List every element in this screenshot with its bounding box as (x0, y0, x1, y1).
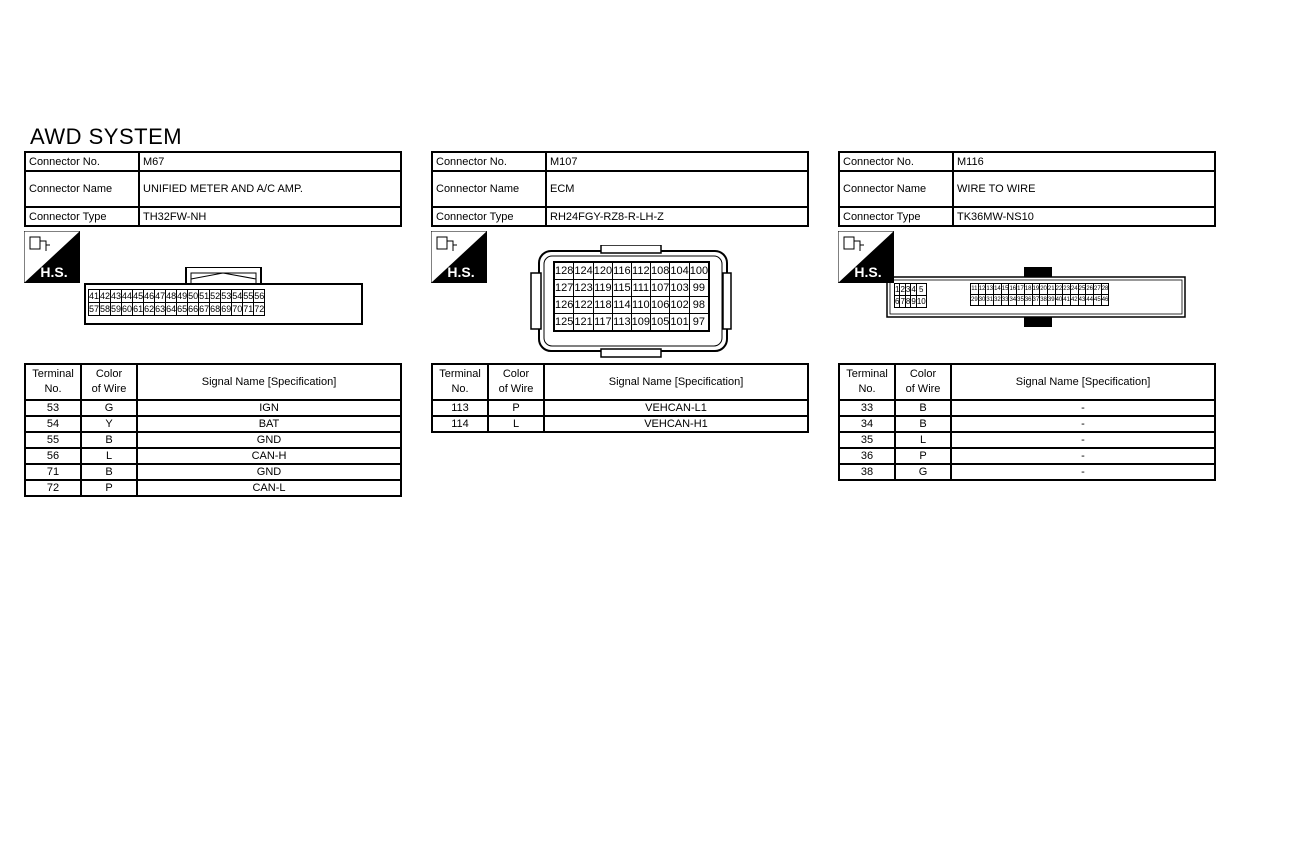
pin-cell: 28 (1101, 284, 1109, 295)
terminal-cell: 55 (25, 432, 81, 448)
hs-label: H.S. (854, 264, 882, 280)
pin-cell: 42 (1070, 295, 1078, 306)
color-cell: B (81, 464, 137, 480)
harness-side-icon (431, 231, 487, 283)
pin-cell: 27 (1094, 284, 1102, 295)
pin-cell: 109 (631, 314, 650, 332)
signal-header: Signal Name [Specification] (951, 364, 1215, 400)
terminal-cell: 54 (25, 416, 81, 432)
connector-no-label: Connector No. (25, 152, 139, 171)
pin-cell: 34 (1009, 295, 1017, 306)
table-row (839, 432, 1215, 448)
pin-cell: 44 (122, 291, 133, 301)
terminal-cell: 33 (839, 400, 895, 416)
pin-cell: 119 (593, 280, 612, 297)
pin-cell: 116 (613, 262, 632, 280)
pin-cell: 35 (1017, 295, 1025, 306)
hs-label: H.S. (40, 264, 68, 280)
connector-block-m67 (24, 151, 402, 494)
pin-cell: 21 (1047, 284, 1055, 295)
pin-grid (553, 261, 710, 332)
pin-cell: 29 (971, 295, 979, 306)
pin-cell: 49 (177, 291, 188, 301)
pin-cell: 97 (689, 314, 709, 332)
signal-table (838, 363, 1216, 481)
pin-cell: 30 (978, 295, 986, 306)
signal-cell: - (951, 400, 1215, 416)
pin-cell: 58 (100, 304, 111, 314)
pin-cell: 33 (1001, 295, 1009, 306)
pin-cell: 4 (911, 285, 916, 294)
pin-cell: 66 (188, 304, 199, 314)
pin-cell: 23 (1063, 284, 1071, 295)
pin-cell: 41 (89, 291, 100, 301)
signal-table (24, 363, 402, 497)
table-row (25, 400, 401, 416)
pin-cell: 2 (900, 285, 905, 294)
color-cell: P (81, 480, 137, 496)
pin-cell: 61 (133, 304, 144, 314)
color-cell: B (895, 416, 951, 432)
pin-cell: 45 (133, 291, 144, 301)
pin-cell: 127 (554, 280, 574, 297)
connector-block-m116 (838, 151, 1216, 478)
pin-cell: 114 (613, 297, 632, 314)
color-cell: B (895, 400, 951, 416)
terminal-header: Terminal No. (432, 364, 488, 400)
color-cell: G (895, 464, 951, 480)
pin-cell: 113 (613, 314, 632, 332)
connector-no-label: Connector No. (432, 152, 546, 171)
pin-cell: 43 (111, 291, 122, 301)
pin-cell: 36 (1024, 295, 1032, 306)
pin-cell: 10 (916, 297, 926, 306)
pin-cell: 104 (670, 262, 689, 280)
pin-cell: 56 (254, 291, 265, 301)
terminal-cell: 38 (839, 464, 895, 480)
pin-cell: 98 (689, 297, 709, 314)
pin-cell: 123 (574, 280, 593, 297)
pin-cell: 51 (199, 291, 210, 301)
pin-cell: 22 (1055, 284, 1063, 295)
table-row (432, 400, 808, 416)
table-row (25, 432, 401, 448)
pin-cell: 55 (243, 291, 254, 301)
pin-cell: 110 (631, 297, 650, 314)
pin-cell: 63 (155, 304, 166, 314)
pin-cell: 105 (650, 314, 669, 332)
connector-name-value: WIRE TO WIRE (953, 171, 1215, 207)
pin-cell: 120 (593, 262, 612, 280)
pin-cell: 128 (554, 262, 574, 280)
signal-header: Signal Name [Specification] (544, 364, 808, 400)
signal-cell: GND (137, 432, 401, 448)
pin-cell: 124 (574, 262, 593, 280)
table-row (25, 464, 401, 480)
color-header: Color of Wire (895, 364, 951, 400)
terminal-cell: 34 (839, 416, 895, 432)
connector-type-value: TK36MW-NS10 (953, 207, 1215, 226)
pin-cell: 14 (994, 284, 1002, 295)
terminal-cell: 56 (25, 448, 81, 464)
signal-cell: IGN (137, 400, 401, 416)
signal-table (431, 363, 809, 433)
pin-cell: 62 (144, 304, 155, 314)
pin-cell: 12 (978, 284, 986, 295)
pin-cell: 107 (650, 280, 669, 297)
connector-info-table (838, 151, 1216, 227)
signal-cell: - (951, 464, 1215, 480)
table-row (25, 416, 401, 432)
terminal-header: Terminal No. (839, 364, 895, 400)
terminal-header: Terminal No. (25, 364, 81, 400)
signal-cell: GND (137, 464, 401, 480)
signal-cell: CAN-L (137, 480, 401, 496)
table-row (25, 480, 401, 496)
pin-cell: 41 (1063, 295, 1071, 306)
signal-cell: CAN-H (137, 448, 401, 464)
connector-type-value: TH32FW-NH (139, 207, 401, 226)
color-cell: L (81, 448, 137, 464)
terminal-cell: 113 (432, 400, 488, 416)
pin-cell: 17 (1017, 284, 1025, 295)
connector-type-value: RH24FGY-RZ8-R-LH-Z (546, 207, 808, 226)
terminal-cell: 72 (25, 480, 81, 496)
pin-cell: 3 (905, 285, 911, 294)
signal-cell: VEHCAN-L1 (544, 400, 808, 416)
signal-cell: - (951, 416, 1215, 432)
color-cell: Y (81, 416, 137, 432)
connector-no-value: M116 (953, 152, 1215, 171)
pin-cell: 100 (689, 262, 709, 280)
connector-type-label: Connector Type (839, 207, 953, 226)
connector-type-label: Connector Type (432, 207, 546, 226)
pin-cell: 121 (574, 314, 593, 332)
pin-cell: 40 (1055, 295, 1063, 306)
color-cell: G (81, 400, 137, 416)
pin-cell: 48 (166, 291, 177, 301)
pin-cell: 25 (1078, 284, 1086, 295)
pin-cell: 44 (1086, 295, 1094, 306)
pin-cell: 72 (254, 304, 265, 314)
connector-info-table (24, 151, 402, 227)
pin-cell: 20 (1040, 284, 1048, 295)
pin-cell: 19 (1032, 284, 1040, 295)
pin-cell: 45 (1094, 295, 1102, 306)
pin-cell: 42 (100, 291, 111, 301)
pin-cell: 18 (1024, 284, 1032, 295)
table-row (839, 400, 1215, 416)
table-row (839, 448, 1215, 464)
color-header: Color of Wire (81, 364, 137, 400)
pin-cell: 53 (221, 291, 232, 301)
connector-no-value: M67 (139, 152, 401, 171)
pin-cell: 122 (574, 297, 593, 314)
connector-name-value: ECM (546, 171, 808, 207)
harness-side-icon (24, 231, 80, 283)
connector-name-label: Connector Name (25, 171, 139, 207)
signal-cell: - (951, 432, 1215, 448)
pin-cell: 64 (166, 304, 177, 314)
pin-cell: 103 (670, 280, 689, 297)
table-row (839, 416, 1215, 432)
hs-label: H.S. (447, 264, 475, 280)
pin-cell: 11 (971, 284, 979, 295)
pin-cell: 108 (650, 262, 669, 280)
pin-cell: 9 (911, 297, 916, 306)
pin-cell: 15 (1001, 284, 1009, 295)
pin-cell: 65 (177, 304, 188, 314)
pin-cell: 70 (232, 304, 243, 314)
color-header: Color of Wire (488, 364, 544, 400)
pin-cell: 52 (210, 291, 221, 301)
table-row (839, 464, 1215, 480)
terminal-cell: 53 (25, 400, 81, 416)
signal-cell: VEHCAN-H1 (544, 416, 808, 432)
connector-no-label: Connector No. (839, 152, 953, 171)
connector-block-m107 (431, 151, 809, 430)
terminal-cell: 71 (25, 464, 81, 480)
connector-name-label: Connector Name (432, 171, 546, 207)
pin-cell: 32 (994, 295, 1002, 306)
pin-cell: 31 (986, 295, 994, 306)
connector-info-table (431, 151, 809, 227)
pin-cell: 1 (895, 285, 900, 294)
pin-grid-left (894, 283, 927, 308)
pin-cell: 16 (1009, 284, 1017, 295)
pin-cell: 102 (670, 297, 689, 314)
pin-cell: 117 (593, 314, 612, 332)
pin-cell: 59 (111, 304, 122, 314)
page-title: AWD SYSTEM (30, 124, 183, 149)
pin-cell: 71 (243, 304, 254, 314)
pin-cell: 6 (895, 297, 900, 306)
pin-cell: 50 (188, 291, 199, 301)
pin-grid-right (970, 283, 1109, 306)
pin-cell: 54 (232, 291, 243, 301)
color-cell: L (488, 416, 544, 432)
pin-cell: 99 (689, 280, 709, 297)
connector-no-value: M107 (546, 152, 808, 171)
terminal-cell: 114 (432, 416, 488, 432)
pin-cell: 126 (554, 297, 574, 314)
signal-cell: - (951, 448, 1215, 464)
color-cell: P (488, 400, 544, 416)
pin-cell: 8 (905, 297, 911, 306)
table-row (25, 448, 401, 464)
pin-cell: 47 (155, 291, 166, 301)
pin-cell: 118 (593, 297, 612, 314)
connector-name-label: Connector Name (839, 171, 953, 207)
pin-cell: 115 (613, 280, 632, 297)
connector-name-value: UNIFIED METER AND A/C AMP. (139, 171, 401, 207)
pin-cell: 38 (1040, 295, 1048, 306)
pin-cell: 7 (900, 297, 905, 306)
pin-cell: 125 (554, 314, 574, 332)
signal-cell: BAT (137, 416, 401, 432)
pin-cell: 67 (199, 304, 210, 314)
pin-cell: 37 (1032, 295, 1040, 306)
color-cell: L (895, 432, 951, 448)
pin-cell: 13 (986, 284, 994, 295)
pin-cell: 24 (1070, 284, 1078, 295)
pin-cell: 101 (670, 314, 689, 332)
pin-cell: 111 (631, 280, 650, 297)
pin-cell: 46 (144, 291, 155, 301)
pin-cell: 39 (1047, 295, 1055, 306)
pin-cell: 106 (650, 297, 669, 314)
signal-header: Signal Name [Specification] (137, 364, 401, 400)
pin-cell: 46 (1101, 295, 1109, 306)
pin-grid (88, 289, 265, 316)
terminal-cell: 35 (839, 432, 895, 448)
color-cell: B (81, 432, 137, 448)
pin-cell: 112 (631, 262, 650, 280)
table-row (432, 416, 808, 432)
pin-cell: 43 (1078, 295, 1086, 306)
pin-cell: 69 (221, 304, 232, 314)
pin-cell: 68 (210, 304, 221, 314)
pin-cell: 60 (122, 304, 133, 314)
pin-cell: 26 (1086, 284, 1094, 295)
connector-type-label: Connector Type (25, 207, 139, 226)
pin-cell: 57 (89, 304, 100, 314)
pin-cell: 5 (916, 284, 926, 296)
color-cell: P (895, 448, 951, 464)
terminal-cell: 36 (839, 448, 895, 464)
